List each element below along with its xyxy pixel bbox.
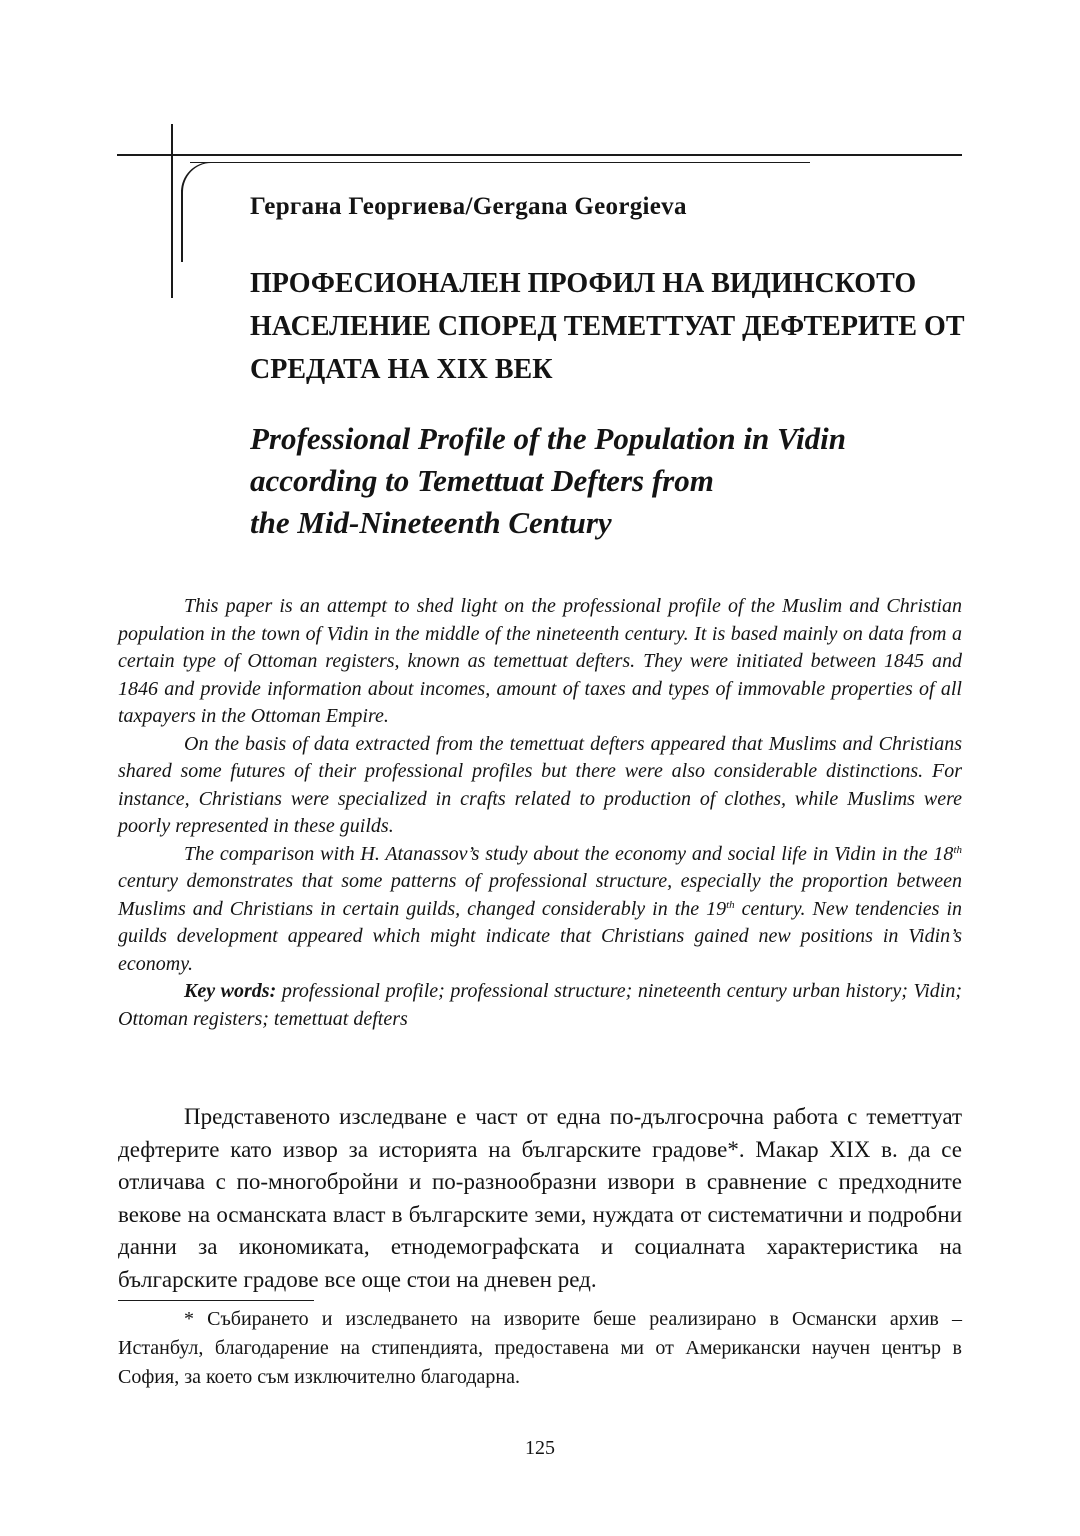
keywords — [118, 978, 962, 1033]
footnote: * Събирането и изследването на изворите беше реализирано в Османски архив – Истанбул, благодарение на стипендията, предоставена ми от Американски научен център в София, за което съм изключително благодарна. — [118, 1308, 962, 1388]
footnote-separator — [118, 1300, 314, 1301]
article-title-bulgarian — [250, 262, 970, 391]
abstract-p3-text-1: The comparison with H. Atanassov’s study about the economy and social life in Vidin in the 18 — [184, 842, 954, 865]
keywords-list: professional profile; professional structure; nineteenth century urban history; Vidin; Ottoman registers; temettuat defters — [118, 980, 962, 1030]
body-paragraph-1: Представеното изследване е част от една по-дългосрочна работа с теметтуат дефтерите като извор за историята на българските градове*. Макар XIX в. да се отличава с по-многобройни и по-разнообразни извори в сравнение с предходните векове на османската власт в българските земи, нуждата от систематични и подробни данни за икономиката, етнодемографската и социалната характеристика на българските градове все още стои на дневен ред. — [118, 1104, 962, 1292]
article-title-english — [250, 418, 970, 544]
abstract-paragraph-2: On the basis of data extracted from the temettuat defters appeared that Muslims and Christians shared some futures of their professional profiles but there were also considerable distinctions. For instance, Christians were specialized in crafts related to production of clothes, while Muslims were poorly represented in these guilds. — [118, 732, 962, 837]
title-bg-line-1: ПРОФЕСИОНАЛЕН ПРОФИЛ НА ВИДИНСКОТО — [250, 268, 917, 299]
title-en-line-2: according to Temettuat Defters from — [250, 463, 714, 498]
header-rule-vertical — [171, 124, 173, 298]
title-en-line-3: the Mid-Nineteenth Century — [250, 505, 612, 540]
abstract — [118, 593, 962, 1033]
header-rule-thin — [190, 162, 810, 163]
page-number: 125 — [525, 1437, 555, 1459]
header-rule-corner — [181, 162, 211, 192]
abstract-paragraph-3 — [118, 841, 962, 979]
keywords-label: Key words: — [184, 980, 277, 1002]
header-rule-top — [117, 154, 962, 156]
header-rule-vertical-inner — [181, 190, 183, 262]
superscript-th: th — [726, 898, 735, 911]
abstract-p3-text-2: century demonstrates that some patterns of professional structure, especially the proportion between Muslims and Christians in certain guilds, changed considerably in the 19 — [118, 870, 962, 920]
author-name: Гергана Георгиева/Gergana Georgieva — [250, 193, 687, 220]
abstract-paragraph-1: This paper is an attempt to shed light on the professional profile of the Muslim and Christian population in the town of Vidin in the middle of the nineteenth century. It is based mainly on data from a certain type of Ottoman registers, known as temettuat defters. They were initiated between 1845 and 1846 and provide information about incomes, amount of taxes and types of immovable properties of all taxpayers in the Ottoman Empire. — [118, 595, 962, 727]
title-bg-line-2: НАСЕЛЕНИЕ СПОРЕД ТЕМЕТТУАТ ДЕФТЕРИТЕ ОТ — [250, 311, 965, 342]
superscript-th: th — [953, 843, 962, 856]
title-en-line-1: Professional Profile of the Population in Vidin — [250, 421, 846, 456]
title-bg-line-3: СРЕДАТА НА XIX ВЕК — [250, 354, 553, 385]
abstract-p3-text-3: century. New tendencies in guilds development appeared which might indicate that Christians gained new positions in Vidin’s economy. — [118, 897, 962, 975]
